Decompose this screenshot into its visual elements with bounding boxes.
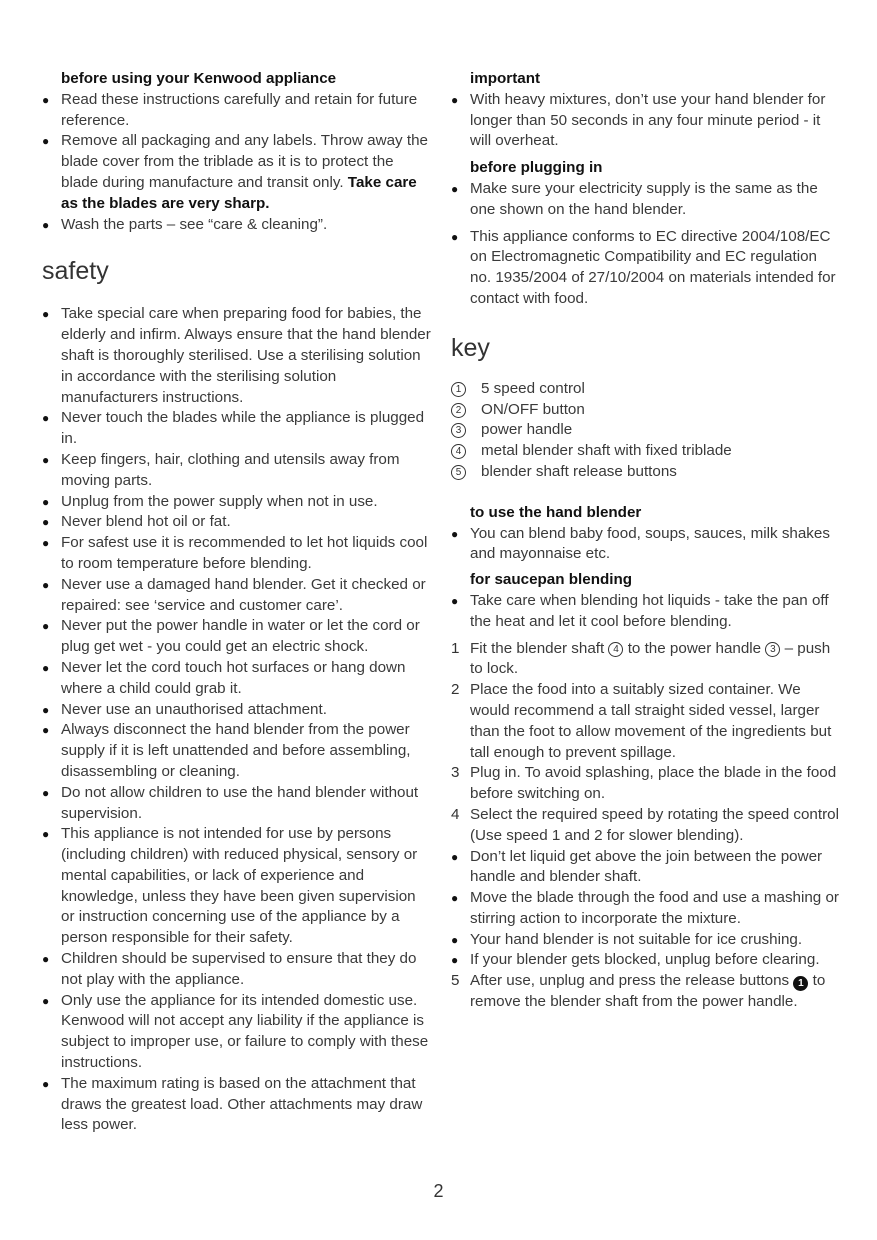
number-1-filled-icon: 1 [793,976,808,991]
list-item: ● Your hand blender is not suitable for ice crushing. [451,930,841,951]
list-item: ● Don’t let liquid get above the join between the power handle and blender shaft. [451,847,841,889]
list-item: ● Do not allow children to use the hand blender without supervision. [42,783,432,825]
left-column [42,69,432,1136]
list-item: ● Take care when blending hot liquids - take the pan off the heat and let it cool before blending. [451,591,841,633]
list-item: ● Take special care when preparing food for babies, the elderly and infirm. Always ensure that the hand blender shaft is thoroughly sterilised. Use a sterilising solution in accordance with the sterilising solution manufacturers instructions. [42,304,432,408]
list-item: ● Never use a damaged hand blender. Get it checked or repaired: see ‘service and customer care’. [42,575,432,617]
step-item: 2 Place the food into a suitably sized container. We would recommend a tall straight sided vessel, larger than the foot to allow movement of the ingredients but tall enough to prevent spillage. [451,681,832,761]
list-item: ● With heavy mixtures, don’t use your hand blender for longer than 50 seconds in any four minute period - it will overheat. [451,90,841,152]
key-heading: key [451,333,490,362]
list-item: ● This appliance is not intended for use by persons (including children) with reduced physical, sensory or mental capabilities, or lack of experience and knowledge, unless they have been given supervision or instruction concerning use of the appliance by a person responsible for their safety. [42,824,432,949]
list-item: ● Make sure your electricity supply is the same as the one shown on the hand blender. [451,179,841,221]
page-number: 2 [433,1181,444,1201]
key-item: 2 ON/OFF button [451,400,841,421]
safety-list [42,304,432,1136]
list-item: ● If your blender gets blocked, unplug before clearing. [451,950,841,971]
sharp-blade-warning: Take care as the blades are very sharp. [61,173,417,212]
list-item: ● Remove all packaging and any labels. Throw away the blade cover from the triblade as it is to protect the blade during manufacture and transit only. Take care as the blades are very sharp. [42,131,432,214]
list-item: ● Never blend hot oil or fat. [42,512,432,533]
list-item: ● Only use the appliance for its intended domestic use. Kenwood will not accept any liability if the appliance is subject to improper use, or failure to comply with these instructions. [42,991,432,1074]
number-3-icon: 3 [451,423,466,438]
step-number: 1 [451,639,460,657]
use-list [451,524,841,566]
list-item: ● Never use an unauthorised attachment. [42,700,432,721]
use-heading: to use the hand blender [470,503,642,521]
number-3-icon: 3 [765,642,780,657]
list-item: ● Never let the cord touch hot surfaces or hang down where a child could grab it. [42,658,432,700]
list-item: ● Always disconnect the hand blender from the power supply if it is left unattended and before assembling, disassembling or cleaning. [42,720,432,782]
step-item: 1 Fit the blender shaft 4 to the power handle 3 – push to lock. [451,639,831,678]
key-item: 1 5 speed control [451,379,841,400]
key-list [451,379,841,483]
number-4-icon: 4 [608,642,623,657]
step-item: 4 Select the required speed by rotating the speed control (Use speed 1 and 2 for slower blending). [451,805,839,844]
important-heading: important [470,70,541,87]
list-item: ● Wash the parts – see “care & cleaning”. [42,215,432,236]
number-2-icon: 2 [451,403,466,418]
list-item: ● Unplug from the power supply when not in use. [42,492,432,513]
list-item: ● The maximum rating is based on the attachment that draws the greatest load. Other attachments may draw less power. [42,1074,432,1136]
list-item: ● Move the blade through the food and use a mashing or stirring action to incorporate the mixture. [451,888,841,930]
step-number: 3 [451,764,460,782]
list-item: ● For safest use it is recommended to let hot liquids cool to room temperature before blending. [42,533,432,575]
safety-heading: safety [42,257,109,286]
saucepan-heading: for saucepan blending [470,571,633,589]
list-item: ● You can blend baby food, soups, sauces, milk shakes and mayonnaise etc. [451,524,841,566]
list-item: ● Keep fingers, hair, clothing and utensils away from moving parts. [42,450,432,492]
key-item: 4 metal blender shaft with fixed triblade [451,441,841,462]
before-using-list [42,90,432,236]
before-plugging-heading: before plugging in [470,159,603,177]
right-column [451,69,841,1013]
step-item: 3 Plug in. To avoid splashing, place the blade in the food before switching on. [451,764,837,803]
step-number: 4 [451,805,460,823]
step-number: 5 [451,972,460,990]
number-1-icon: 1 [451,382,466,397]
list-item: ● Never touch the blades while the appliance is plugged in. [42,408,432,450]
before-using-heading: before using your Kenwood appliance [61,70,337,87]
list-item: ● Children should be supervised to ensure that they do not play with the appliance. [42,949,432,991]
list-item: ● Read these instructions carefully and retain for future reference. [42,90,432,132]
list-item: ● This appliance conforms to EC directive 2004/108/EC on Electromagnetic Compatibility and EC regulation no. 1935/2004 of 27/10/2004 on materials intended for contact with food. [451,227,841,310]
steps-list [451,639,841,1013]
important-list [451,90,841,152]
step-number: 2 [451,681,460,699]
list-item: ● Never put the power handle in water or let the cord or plug get wet - you could get an electric shock. [42,616,432,658]
saucepan-list [451,591,841,633]
step-item: 5 After use, unplug and press the release buttons 1 to remove the blender shaft from the power handle. [451,972,826,1011]
number-4-icon: 4 [451,444,466,459]
before-plugging-list [451,179,841,310]
key-item: 3 power handle [451,420,841,441]
number-5-icon: 5 [451,465,466,480]
key-item: 5 blender shaft release buttons [451,462,841,483]
